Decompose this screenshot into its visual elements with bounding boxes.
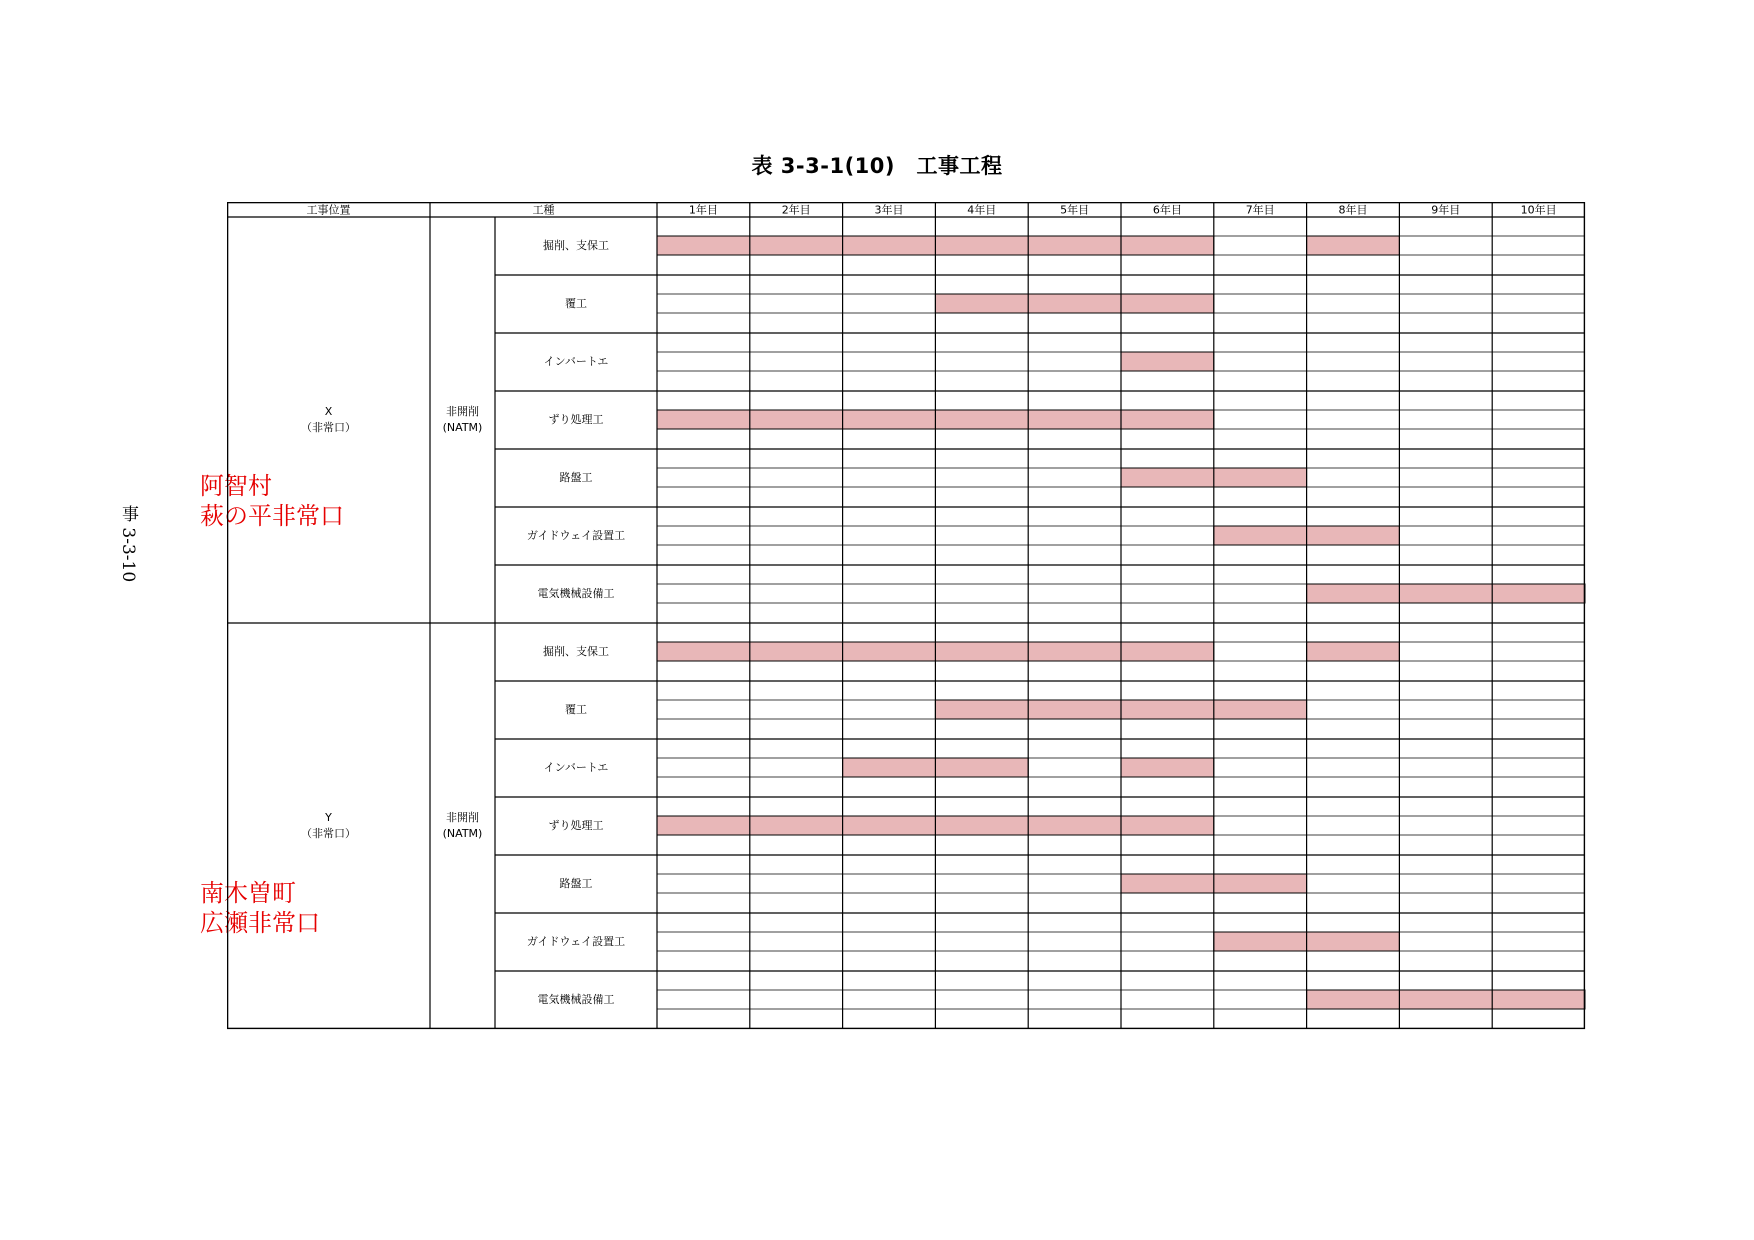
task-name: ずり処理工 — [548, 413, 604, 426]
page-number: 事 3-3-10 — [118, 505, 138, 583]
method-label: (NATM) — [442, 827, 483, 840]
task-name: 電気機械設備工 — [537, 587, 615, 600]
task-name: 路盤工 — [559, 471, 593, 484]
task-name: ずり処理工 — [548, 819, 604, 832]
method-label: 非開削 — [446, 811, 479, 824]
schedule-bar — [1307, 642, 1400, 661]
header-location: 工事位置 — [306, 203, 351, 217]
schedule-bar — [1121, 352, 1214, 371]
header-year: 10年目 — [1520, 203, 1557, 217]
method-label: 非開削 — [446, 405, 479, 418]
site-label-line: 南木曽町 — [200, 879, 296, 907]
header-year: 8年目 — [1338, 203, 1368, 217]
header-year: 7年目 — [1245, 203, 1275, 217]
location-label: （非常口） — [301, 827, 356, 840]
header-year: 3年目 — [874, 203, 904, 217]
site-label-line: 広瀬非常口 — [200, 909, 320, 937]
location-label: Y — [325, 811, 332, 824]
task-name: 覆工 — [565, 703, 587, 716]
schedule-table — [227, 202, 1587, 1036]
location-label: （非常口） — [301, 421, 356, 434]
schedule-bar — [1121, 758, 1214, 777]
task-name: 覆工 — [565, 297, 587, 310]
location-label: X — [324, 405, 333, 418]
schedule-bar — [1307, 584, 1585, 603]
header-year: 5年目 — [1060, 203, 1090, 217]
schedule-bar — [1307, 990, 1585, 1009]
task-name: 掘削、支保工 — [543, 239, 609, 252]
task-name: ガイドウェイ設置工 — [526, 935, 626, 948]
task-name: 路盤工 — [559, 877, 593, 890]
schedule-bar — [1307, 236, 1400, 255]
schedule-bar — [935, 294, 1213, 313]
header-year: 4年目 — [967, 203, 997, 217]
task-name: 電気機械設備工 — [537, 993, 615, 1006]
header-year: 6年目 — [1152, 203, 1182, 217]
task-name: インバートエ — [543, 761, 609, 774]
method-label: (NATM) — [442, 421, 483, 434]
site-label-line: 萩の平非常口 — [200, 502, 344, 530]
site-label-line: 阿智村 — [200, 472, 272, 500]
header-year: 1年目 — [688, 203, 718, 217]
page-title: 表 3-3-1(10) 工事工程 — [751, 154, 1003, 178]
header-work-type: 工種 — [532, 203, 555, 217]
task-name: ガイドウェイ設置工 — [526, 529, 626, 542]
table-border — [228, 203, 1585, 1029]
task-name: インバートエ — [543, 355, 609, 368]
header-year: 2年目 — [781, 203, 811, 217]
task-name: 掘削、支保工 — [543, 645, 609, 658]
header-year: 9年目 — [1431, 203, 1461, 217]
